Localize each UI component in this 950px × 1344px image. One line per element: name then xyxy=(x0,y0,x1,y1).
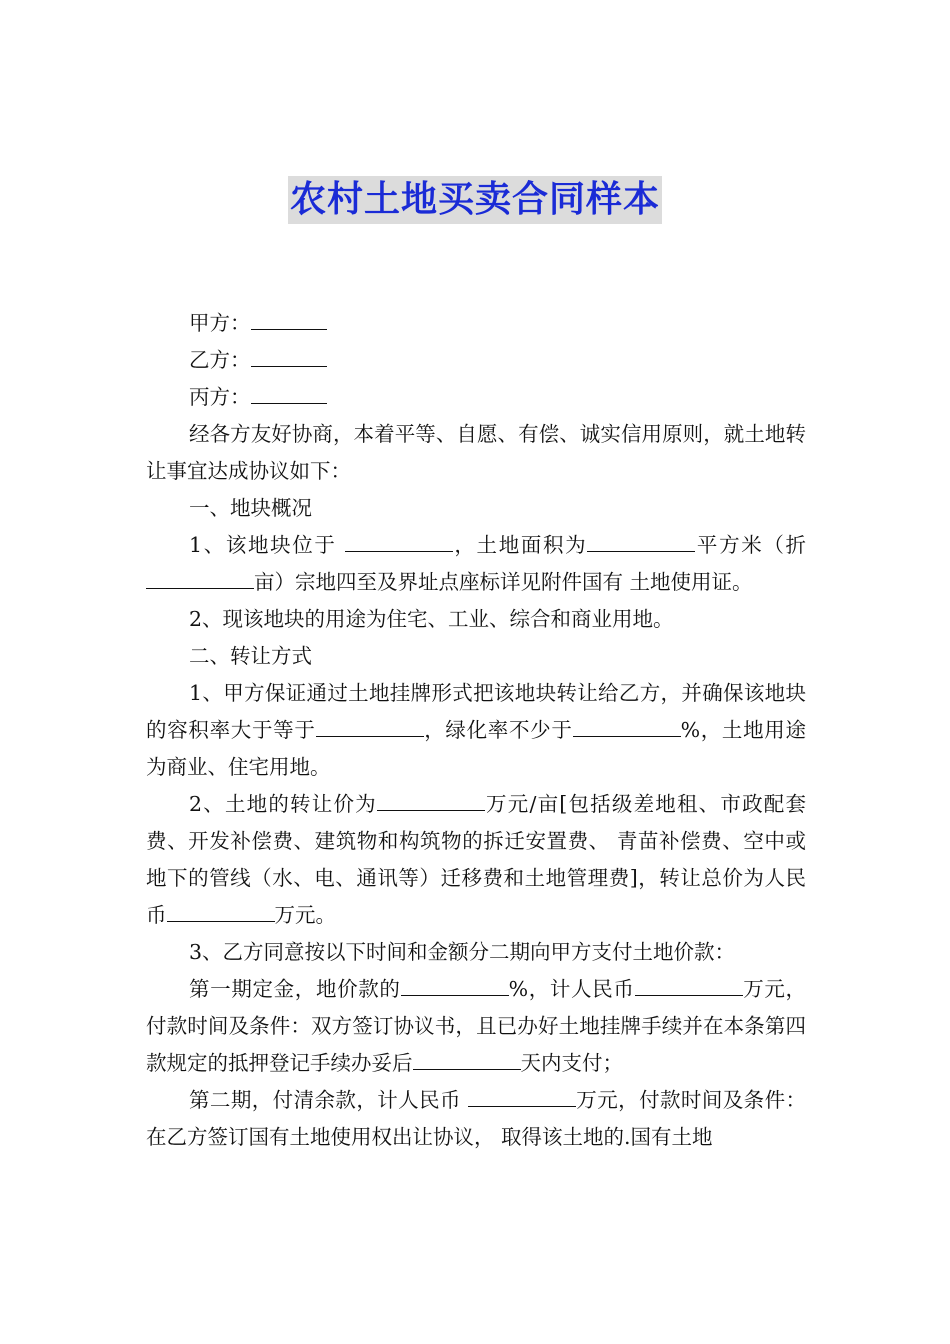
clause-1-2: 2、现该地块的用途为住宅、工业、综合和商业用地。 xyxy=(189,607,674,631)
area-blank xyxy=(587,529,695,552)
party-a-line xyxy=(146,305,806,342)
clause-text: 第二期，付清余款，计人民币 xyxy=(189,1088,461,1112)
clause-text: 万元/亩[包括级差地租、市政配套费、开发补偿费、建筑物和构筑物的拆迁安置费、 青苗补偿费、空中或地下的管线（水、电、通讯等）迁移费和土地管理费]，转让总价为人民币 xyxy=(146,792,806,927)
total-price-blank xyxy=(167,899,275,922)
document-title: 农村土地买卖合同样本 xyxy=(288,176,662,224)
section-heading-1: 一、地块概况 xyxy=(189,496,312,520)
deposit-percent-blank xyxy=(401,973,509,996)
party-c-line xyxy=(146,379,806,416)
clause-2-2 xyxy=(146,786,806,934)
clause-2-5 xyxy=(146,1082,806,1156)
clause-text: 平方米（折 xyxy=(695,533,807,557)
party-c-blank xyxy=(251,381,327,404)
document-body xyxy=(146,305,806,1156)
clause-1-1 xyxy=(146,527,806,601)
section-heading-2: 二、转让方式 xyxy=(189,644,312,668)
clause-text: 亩）宗地四至及界址点座标详见附件国有 土地使用证。 xyxy=(254,570,753,594)
clause-text: ，绿化率不少于 xyxy=(423,718,573,742)
party-b-blank xyxy=(251,344,327,367)
clause-2-4 xyxy=(146,971,806,1082)
party-a-blank xyxy=(251,307,327,330)
location-blank xyxy=(345,529,453,552)
clause-text: 万元。 xyxy=(274,903,336,927)
plot-ratio-blank xyxy=(316,714,424,737)
clause-text: 万元，付款时间及条件：在乙方签订国有土地使用权出让协议， 取得该土地的.国有土地 xyxy=(146,1088,806,1149)
party-a-label: 甲方： xyxy=(189,311,251,335)
green-rate-blank xyxy=(573,714,681,737)
clause-text: 天内支付； xyxy=(520,1051,623,1075)
price-per-mu-blank xyxy=(377,788,485,811)
party-c-label: 丙方： xyxy=(189,385,251,409)
deposit-amount-blank xyxy=(635,973,743,996)
clause-text: %，计人民币 xyxy=(508,977,635,1001)
days-blank xyxy=(413,1047,521,1070)
clause-2-3: 3、乙方同意按以下时间和金额分二期向甲方支付土地价款： xyxy=(189,940,736,964)
clause-text: 1、该地块位于 xyxy=(189,533,337,557)
intro-paragraph: 经各方友好协商，本着平等、自愿、有偿、诚实信用原则，就土地转让事宜达成协议如下： xyxy=(146,422,806,483)
party-b-line xyxy=(146,342,806,379)
clause-text: 第一期定金，地价款的 xyxy=(189,977,401,1001)
clause-text: ，土地面积为 xyxy=(452,533,588,557)
party-b-label: 乙方： xyxy=(189,348,251,372)
mu-blank xyxy=(146,566,254,589)
clause-text: 万元，付款时间及条件：双方签订协议书，且已办好土地挂牌手续并在本条第四款规定的抵押登记手续办妥后 xyxy=(146,977,807,1075)
balance-amount-blank xyxy=(468,1084,576,1107)
clause-text: 1、甲方保证通过土地挂牌形式把该地块转让给乙方，并确保该地块的容积率大于等于 xyxy=(146,681,806,742)
clause-text: 2、土地的转让价为 xyxy=(189,792,377,816)
title-container xyxy=(0,176,950,224)
clause-2-1 xyxy=(146,675,806,786)
clause-text: %，土地用途为商业、住宅用地。 xyxy=(146,718,806,779)
